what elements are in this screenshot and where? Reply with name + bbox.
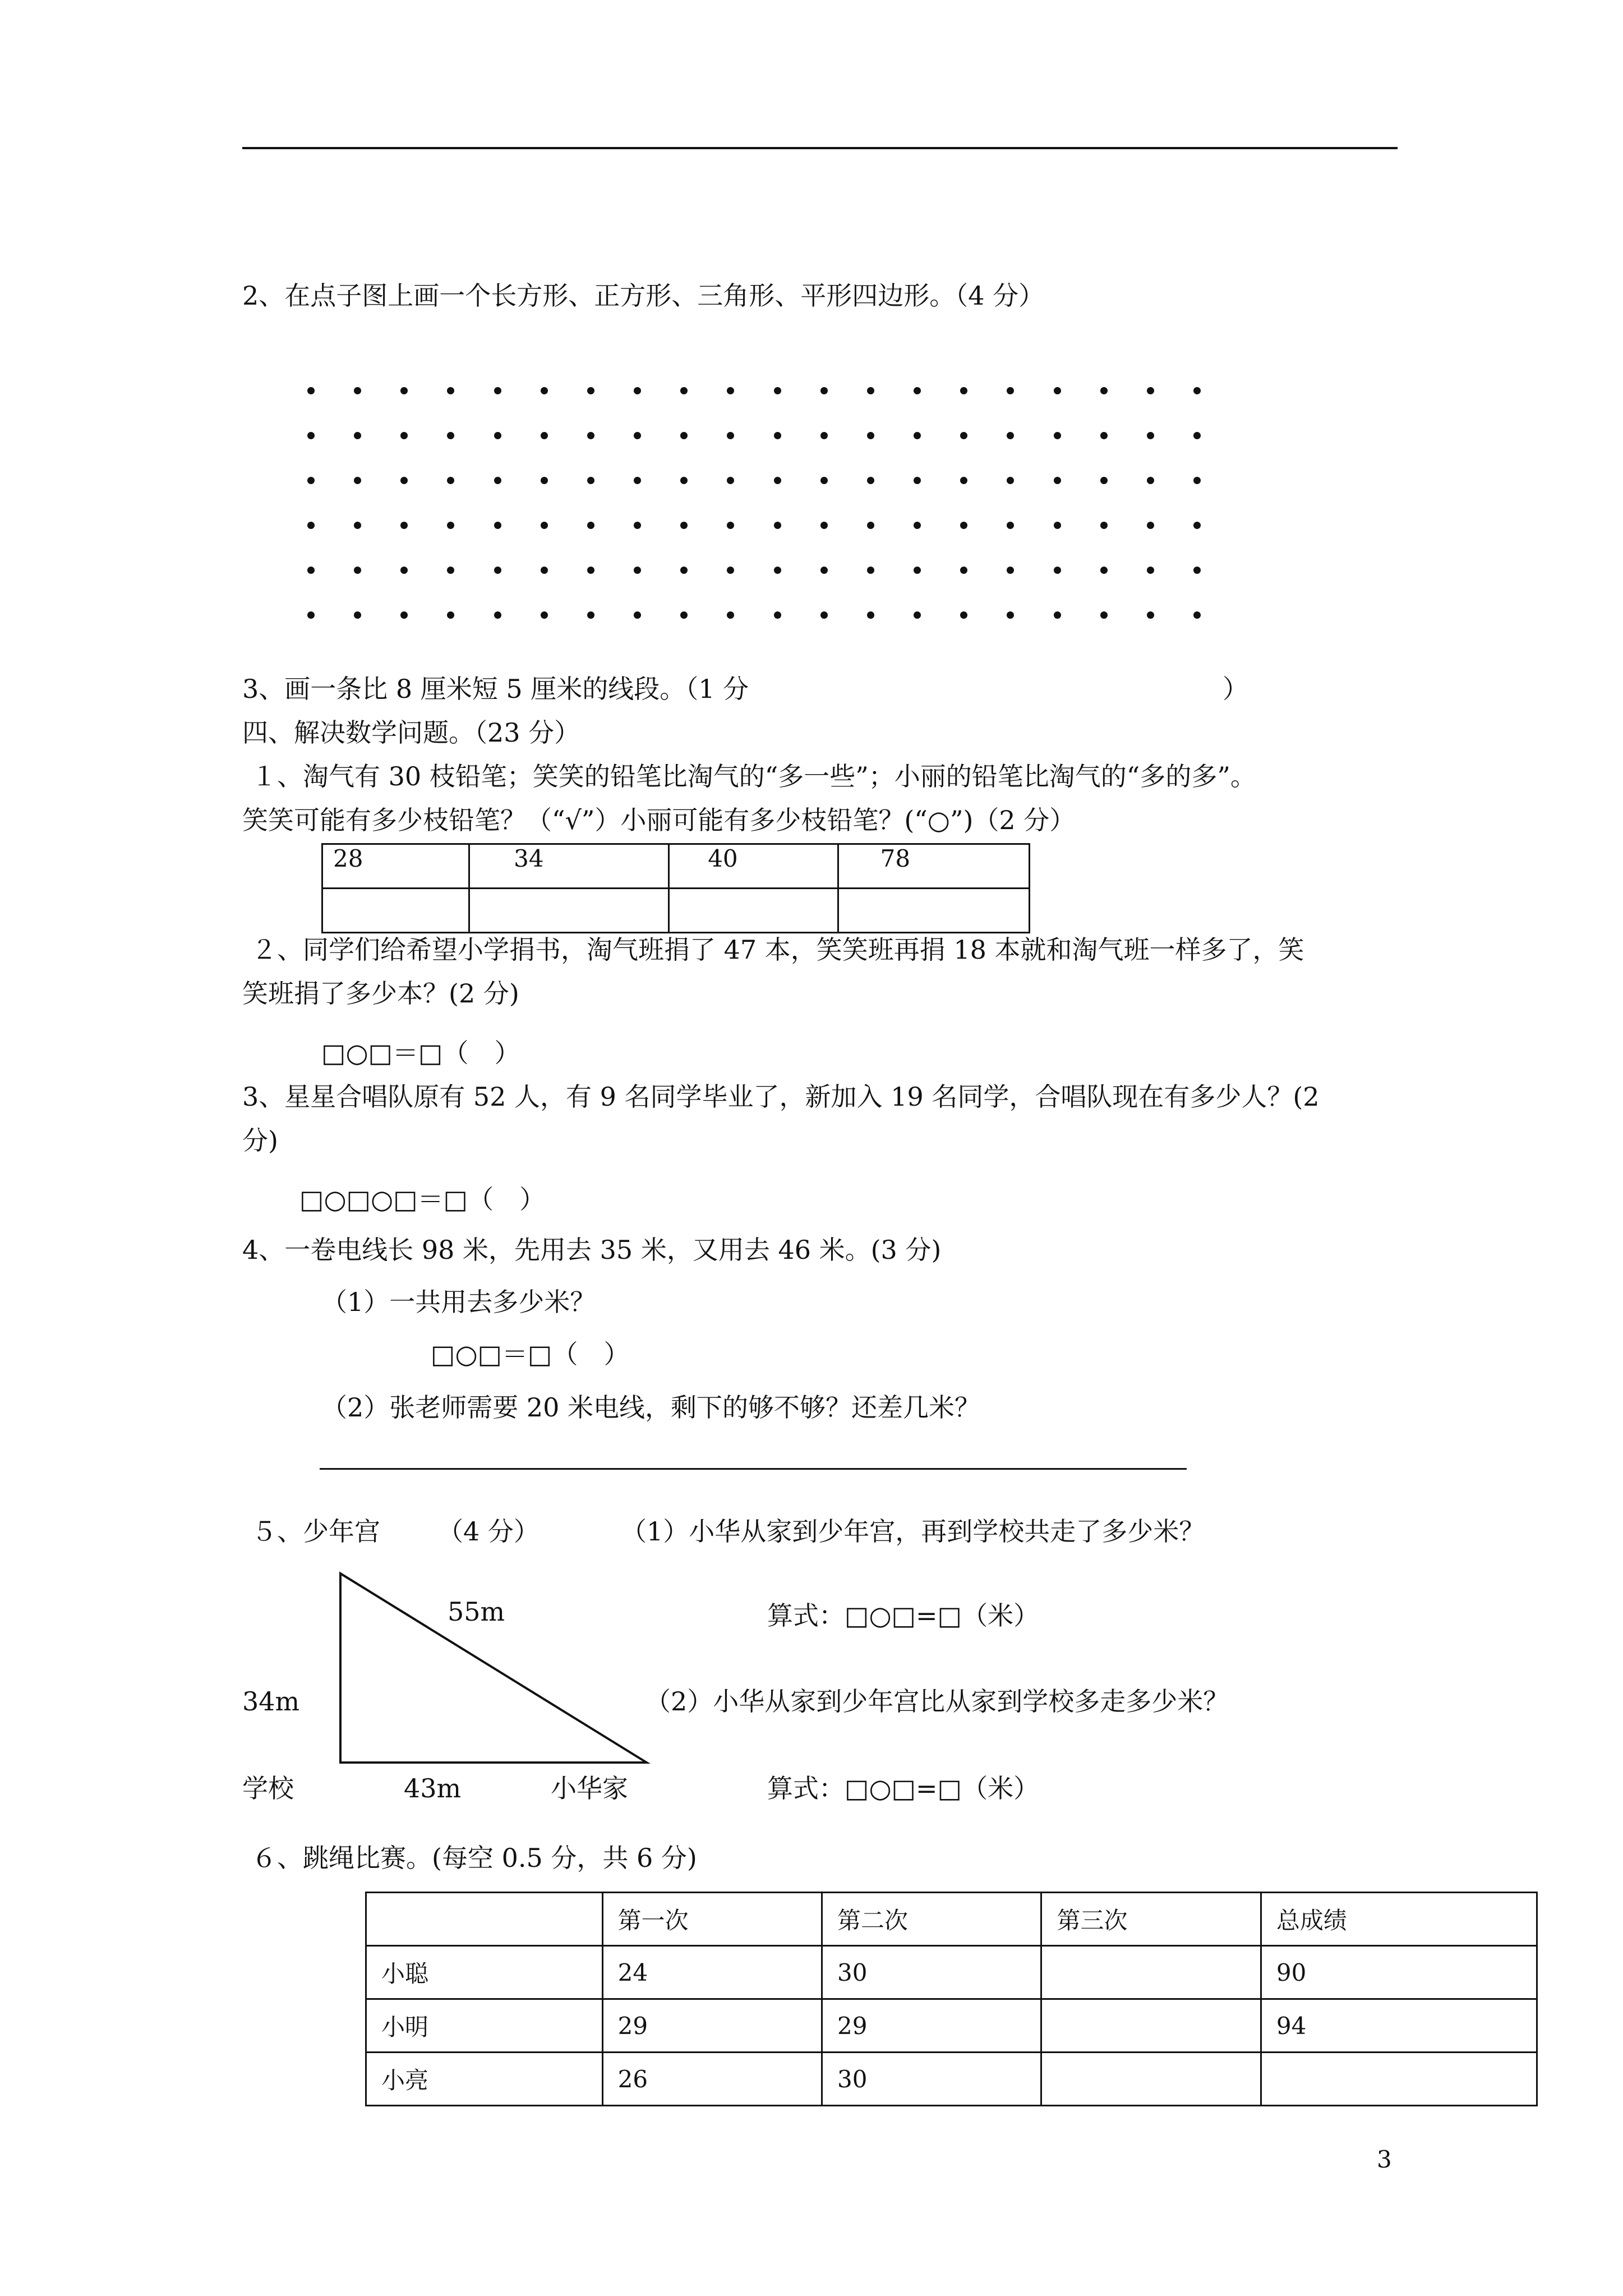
grid-dot[interactable] (494, 522, 501, 529)
grid-dot[interactable] (867, 432, 874, 439)
grid-dot[interactable] (541, 477, 548, 484)
grid-dot[interactable] (680, 387, 688, 394)
table-row (322, 889, 1030, 933)
score-cell[interactable] (1041, 1946, 1261, 1999)
problem-2-line-2: 笑班捐了多少本？(2 分) (242, 978, 519, 1009)
grid-dot[interactable] (1147, 477, 1154, 484)
problem-1-line-1: １、淘气有 30 枝铅笔；笑笑的铅笔比淘气的“多一些”；小丽的铅笔比淘气的“多的多”。 (251, 761, 1256, 792)
grid-dot[interactable] (447, 387, 454, 394)
grid-dot[interactable] (1054, 477, 1061, 484)
grid-dot[interactable] (1147, 611, 1154, 619)
grid-dot[interactable] (447, 432, 454, 439)
grid-dot[interactable] (447, 522, 454, 529)
problem-3-line-2: 分) (242, 1125, 278, 1156)
grid-dot[interactable] (634, 432, 641, 439)
bottom-side-label: 43m (404, 1773, 462, 1803)
grid-dot[interactable] (1193, 387, 1201, 394)
grid-dot[interactable] (307, 567, 315, 574)
name-cell: 小亮 (366, 2053, 603, 2106)
grid-dot[interactable] (1007, 567, 1014, 574)
grid-dot[interactable] (960, 432, 967, 439)
problem-1-line-2: 笑笑可能有多少枝铅笔？（“√”）小丽可能有多少枝铅笔？(“○”)（2 分） (242, 805, 1076, 835)
grid-dot[interactable] (1100, 477, 1108, 484)
problem-5-title: ５、少年宫 (251, 1516, 380, 1547)
score-cell: 29 (602, 1999, 822, 2053)
grid-dot[interactable] (541, 387, 548, 394)
grid-dot[interactable] (494, 387, 501, 394)
question-2-title: 2、在点子图上画一个长方形、正方形、三角形、平形四边形。（4 分） (242, 280, 1045, 311)
grid-dot[interactable] (1193, 477, 1201, 484)
score-cell[interactable] (1041, 1999, 1261, 2053)
hypotenuse-label: 55m (448, 1596, 505, 1627)
grid-dot[interactable] (1193, 567, 1201, 574)
grid-dot[interactable] (587, 522, 594, 529)
grid-dot[interactable] (1147, 432, 1154, 439)
problem-4-sub-2: （2）张老师需要 20 米电线，剩下的够不够？还差几米？ (321, 1392, 981, 1423)
grid-dot[interactable] (680, 477, 688, 484)
pencil-answer-cell[interactable] (838, 889, 1029, 933)
score-cell: 30 (822, 2053, 1041, 2106)
grid-dot[interactable] (541, 522, 548, 529)
pencil-value-cell: 34 (469, 844, 669, 889)
pencil-answer-cell[interactable] (322, 889, 469, 933)
pencil-answer-cell[interactable] (469, 889, 669, 933)
grid-dot[interactable] (1007, 522, 1014, 529)
pencil-value-cell: 28 (322, 844, 469, 889)
pencil-value-cell: 40 (669, 844, 838, 889)
grid-dot[interactable] (960, 477, 967, 484)
grid-dot[interactable] (1054, 432, 1061, 439)
grid-dot[interactable] (960, 387, 967, 394)
left-side-label: 34m (242, 1686, 300, 1717)
dot-grid[interactable] (307, 387, 1227, 634)
grid-dot[interactable] (960, 611, 967, 619)
grid-dot[interactable] (914, 477, 921, 484)
problem-5-question-1: （1）小华从家到少年宫，再到学校共走了多少米？ (621, 1516, 1205, 1547)
grid-dot[interactable] (914, 611, 921, 619)
grid-dot[interactable] (727, 522, 734, 529)
grid-dot[interactable] (1100, 611, 1108, 619)
grid-dot[interactable] (354, 567, 361, 574)
table-row (366, 1999, 1537, 2053)
header-cell (366, 1893, 603, 1946)
grid-dot[interactable] (494, 477, 501, 484)
pencil-value-cell: 78 (838, 844, 1029, 889)
grid-dot[interactable] (820, 387, 828, 394)
grid-dot[interactable] (774, 387, 781, 394)
grid-dot[interactable] (820, 432, 828, 439)
grid-dot[interactable] (400, 522, 408, 529)
grid-dot[interactable] (307, 432, 315, 439)
grid-dot[interactable] (1007, 387, 1014, 394)
score-cell: 29 (822, 1999, 1041, 2053)
table-row (322, 844, 1030, 889)
grid-dot[interactable] (400, 477, 408, 484)
grid-dot[interactable] (307, 522, 315, 529)
problem-5-formula-2[interactable]: 算式：□○□=□（米） (767, 1773, 1040, 1803)
problem-5-question-2: （2）小华从家到少年宫比从家到学校多走多少米？ (645, 1686, 1229, 1717)
problem-3-formula[interactable]: □○□○□＝□（ ） (299, 1184, 546, 1214)
grid-dot[interactable] (774, 477, 781, 484)
grid-dot[interactable] (914, 387, 921, 394)
grid-dot[interactable] (1193, 522, 1201, 529)
grid-dot[interactable] (680, 567, 688, 574)
problem-5-score: （4 分） (437, 1516, 540, 1547)
problem-4-title: 4、一卷电线长 98 米，先用去 35 米，又用去 46 米。(3 分) (242, 1235, 942, 1265)
grid-dot[interactable] (867, 611, 874, 619)
page-number: 3 (1377, 2146, 1392, 2173)
pencil-choice-table (321, 843, 1030, 933)
school-label: 学校 (242, 1773, 294, 1803)
grid-dot[interactable] (354, 477, 361, 484)
question-3-title: 3、画一条比 8 厘米短 5 厘米的线段。（1 分 (242, 674, 749, 704)
grid-dot[interactable] (914, 567, 921, 574)
grid-dot[interactable] (774, 432, 781, 439)
grid-dot[interactable] (820, 611, 828, 619)
grid-dot[interactable] (494, 567, 501, 574)
problem-2-formula[interactable]: □○□＝□（ ） (321, 1038, 520, 1068)
grid-dot[interactable] (541, 611, 548, 619)
grid-dot[interactable] (1147, 567, 1154, 574)
grid-dot[interactable] (354, 387, 361, 394)
grid-dot[interactable] (400, 567, 408, 574)
grid-dot[interactable] (774, 611, 781, 619)
grid-dot[interactable] (307, 611, 315, 619)
grid-dot[interactable] (867, 522, 874, 529)
grid-dot[interactable] (1100, 387, 1108, 394)
grid-dot[interactable] (587, 611, 594, 619)
score-cell: 26 (602, 2053, 822, 2106)
grid-dot[interactable] (1100, 522, 1108, 529)
problem-3-line-1: 3、星星合唱队原有 52 人，有 9 名同学毕业了，新加入 19 名同学，合唱队现在有多少人？(2 (242, 1082, 1320, 1112)
grid-dot[interactable] (680, 522, 688, 529)
grid-dot[interactable] (587, 387, 594, 394)
header-cell: 第三次 (1041, 1893, 1261, 1946)
grid-dot[interactable] (727, 387, 734, 394)
grid-dot[interactable] (447, 611, 454, 619)
home-label: 小华家 (551, 1773, 628, 1803)
header-cell: 第二次 (822, 1893, 1041, 1946)
grid-dot[interactable] (494, 432, 501, 439)
grid-dot[interactable] (587, 477, 594, 484)
problem-2-line-1: ２、同学们给希望小学捐书，淘气班捐了 47 本，笑笑班再捐 18 本就和淘气班一样多了，笑 (251, 935, 1304, 965)
problem-4-formula[interactable]: □○□＝□（ ） (431, 1339, 630, 1369)
grid-dot[interactable] (1007, 477, 1014, 484)
answer-line[interactable] (320, 1468, 1187, 1470)
total-cell: 94 (1261, 1999, 1537, 2053)
grid-dot[interactable] (400, 432, 408, 439)
score-cell: 30 (822, 1946, 1041, 1999)
grid-dot[interactable] (1147, 522, 1154, 529)
grid-dot[interactable] (1054, 611, 1061, 619)
score-cell[interactable] (1041, 2053, 1261, 2106)
problem-5-formula-1[interactable]: 算式：□○□=□（米） (767, 1600, 1040, 1631)
grid-dot[interactable] (634, 477, 641, 484)
grid-dot[interactable] (447, 477, 454, 484)
header-cell: 第一次 (602, 1893, 822, 1946)
grid-dot[interactable] (867, 477, 874, 484)
grid-dot[interactable] (307, 387, 315, 394)
grid-dot[interactable] (400, 387, 408, 394)
section-4-title: 四、解决数学问题。（23 分） (242, 717, 580, 748)
grid-dot[interactable] (354, 522, 361, 529)
score-cell: 24 (602, 1946, 822, 1999)
header-cell: 总成绩 (1261, 1893, 1537, 1946)
grid-dot[interactable] (494, 611, 501, 619)
jump-rope-table (365, 1892, 1538, 2106)
grid-dot[interactable] (867, 387, 874, 394)
grid-dot[interactable] (1054, 387, 1061, 394)
grid-dot[interactable] (774, 567, 781, 574)
grid-dot[interactable] (541, 432, 548, 439)
grid-dot[interactable] (680, 611, 688, 619)
grid-dot[interactable] (820, 477, 828, 484)
name-cell: 小聪 (366, 1946, 603, 1999)
grid-dot[interactable] (774, 522, 781, 529)
grid-dot[interactable] (354, 432, 361, 439)
problem-4-sub-1: （1）一共用去多少米？ (321, 1287, 596, 1317)
table-header-row (366, 1893, 1537, 1946)
grid-dot[interactable] (820, 522, 828, 529)
grid-dot[interactable] (1054, 522, 1061, 529)
grid-dot[interactable] (1007, 432, 1014, 439)
grid-dot[interactable] (727, 432, 734, 439)
grid-dot[interactable] (634, 611, 641, 619)
grid-dot[interactable] (914, 432, 921, 439)
grid-dot[interactable] (820, 567, 828, 574)
grid-dot[interactable] (1007, 611, 1014, 619)
grid-dot[interactable] (354, 611, 361, 619)
grid-dot[interactable] (307, 477, 315, 484)
total-cell[interactable] (1261, 2053, 1537, 2106)
grid-dot[interactable] (587, 567, 594, 574)
pencil-answer-cell[interactable] (669, 889, 838, 933)
grid-dot[interactable] (1147, 387, 1154, 394)
grid-dot[interactable] (1193, 611, 1201, 619)
grid-dot[interactable] (541, 567, 548, 574)
grid-dot[interactable] (587, 432, 594, 439)
grid-dot[interactable] (727, 477, 734, 484)
grid-dot[interactable] (634, 567, 641, 574)
problem-6-title: ６、跳绳比赛。(每空 0.5 分，共 6 分) (251, 1843, 697, 1873)
table-row (366, 1946, 1537, 1999)
grid-dot[interactable] (1193, 432, 1201, 439)
grid-dot[interactable] (867, 567, 874, 574)
grid-dot[interactable] (960, 567, 967, 574)
table-row (366, 2053, 1537, 2106)
grid-dot[interactable] (1054, 567, 1061, 574)
grid-dot[interactable] (634, 522, 641, 529)
grid-dot[interactable] (1100, 567, 1108, 574)
name-cell: 小明 (366, 1999, 603, 2053)
grid-dot[interactable] (960, 522, 967, 529)
grid-dot[interactable] (727, 611, 734, 619)
grid-dot[interactable] (1100, 432, 1108, 439)
total-cell: 90 (1261, 1946, 1537, 1999)
grid-dot[interactable] (400, 611, 408, 619)
grid-dot[interactable] (447, 567, 454, 574)
grid-dot[interactable] (727, 567, 734, 574)
question-3-close-paren: ） (1223, 674, 1248, 704)
grid-dot[interactable] (634, 387, 641, 394)
grid-dot[interactable] (914, 522, 921, 529)
header-rule (242, 147, 1398, 149)
grid-dot[interactable] (680, 432, 688, 439)
